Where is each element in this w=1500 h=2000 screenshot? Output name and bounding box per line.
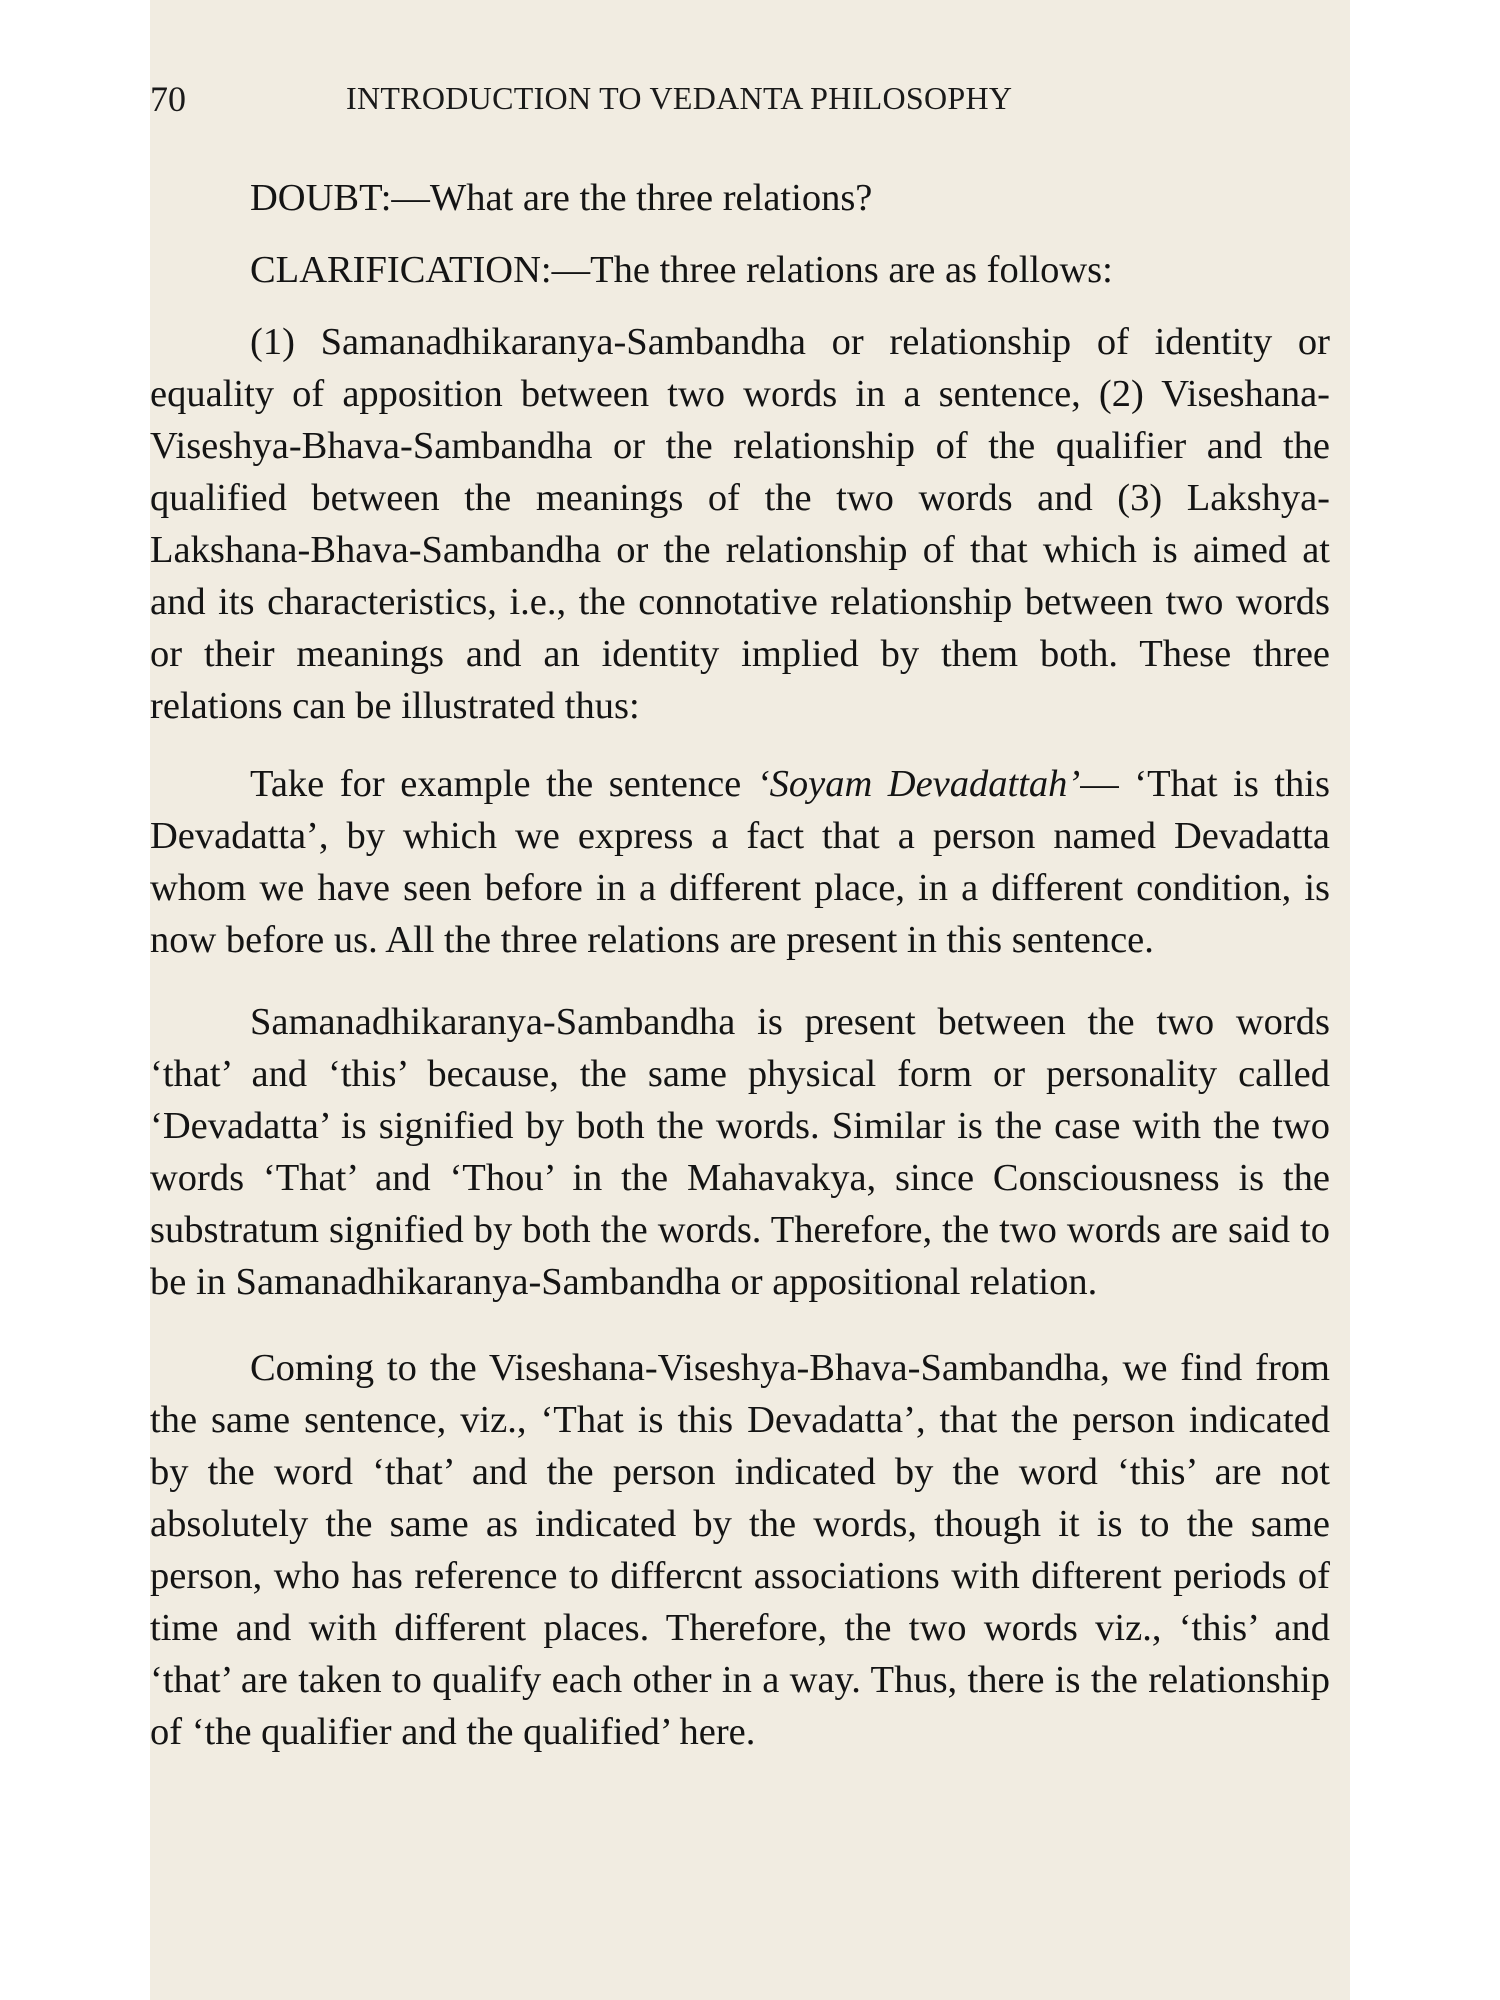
running-title: INTRODUCTION TO VEDANTA PHILOSOPHY [346, 80, 1013, 116]
viseshana-paragraph: Coming to the Viseshana-Viseshya-Bhava-Sambandha, we find from the same sentence, viz., ‘That is this Devadatta’, that the person indicated by the word ‘that’ and the person indicated by the word ‘this’ are not absolutely the same as indicated by the words, though it is to the same person, who has reference to differcnt associations with difterent periods of time and with different places. Therefore, the two words viz., ‘this’ and ‘that’ are taken to qualify each other in a way. Thus, there is the relationship of ‘the qualifier and the qualified’ here. [150, 1347, 1330, 1753]
three-relations-paragraph: (1) Samanadhikaranya-Sambandha or relationship of identity or equality of apposition between two words in a sentence, (2) Viseshana-Viseshya-Bhava-Sambandha or the relationship of the qualifier and the qualified between the meanings of the two words and (3) Lakshya-Lakshana-Bhava-Sambandha or the relationship of that which is aimed at and its characteristics, i.e., the connotative relationship between two words or their meanings and an identity implied by them both. These three relations can be illustrated thus: [150, 321, 1330, 727]
samanadhikaranya-paragraph: Samanadhikaranya-Sambandha is present between the two words ‘that’ and ‘this’ because, the same physical form or personality called ‘Devadatta’ is signified by both the words. Similar is the case with the two words ‘That’ and ‘Thou’ in the Mahavakya, since Consciousness is the substratum signified by both the words. Therefore, the two words are said to be in Samanadhikaranya-Sambandha or appositional relation. [150, 1001, 1330, 1303]
page-number: 70 [150, 79, 186, 119]
example-rest: — ‘That is this Devadatta’, by which we express a fact that a person named Devadatta whom we have seen before in a different place, in a different condition, is now before us. All the three relations are present in this sentence. [150, 763, 1330, 961]
clarification-paragraph: CLARIFICATION:—The three relations are as follows: [250, 249, 1113, 291]
doubt-paragraph: DOUBT:—What are the three relations? [250, 177, 873, 219]
body-text [150, 172, 1330, 1758]
example-lead: Take for example the sentence [250, 763, 757, 805]
book-page [150, 0, 1350, 2000]
example-paragraph [150, 758, 1330, 966]
sanskrit-sentence: ‘Soyam Devadattah’ [756, 763, 1081, 805]
running-head [150, 78, 1330, 128]
